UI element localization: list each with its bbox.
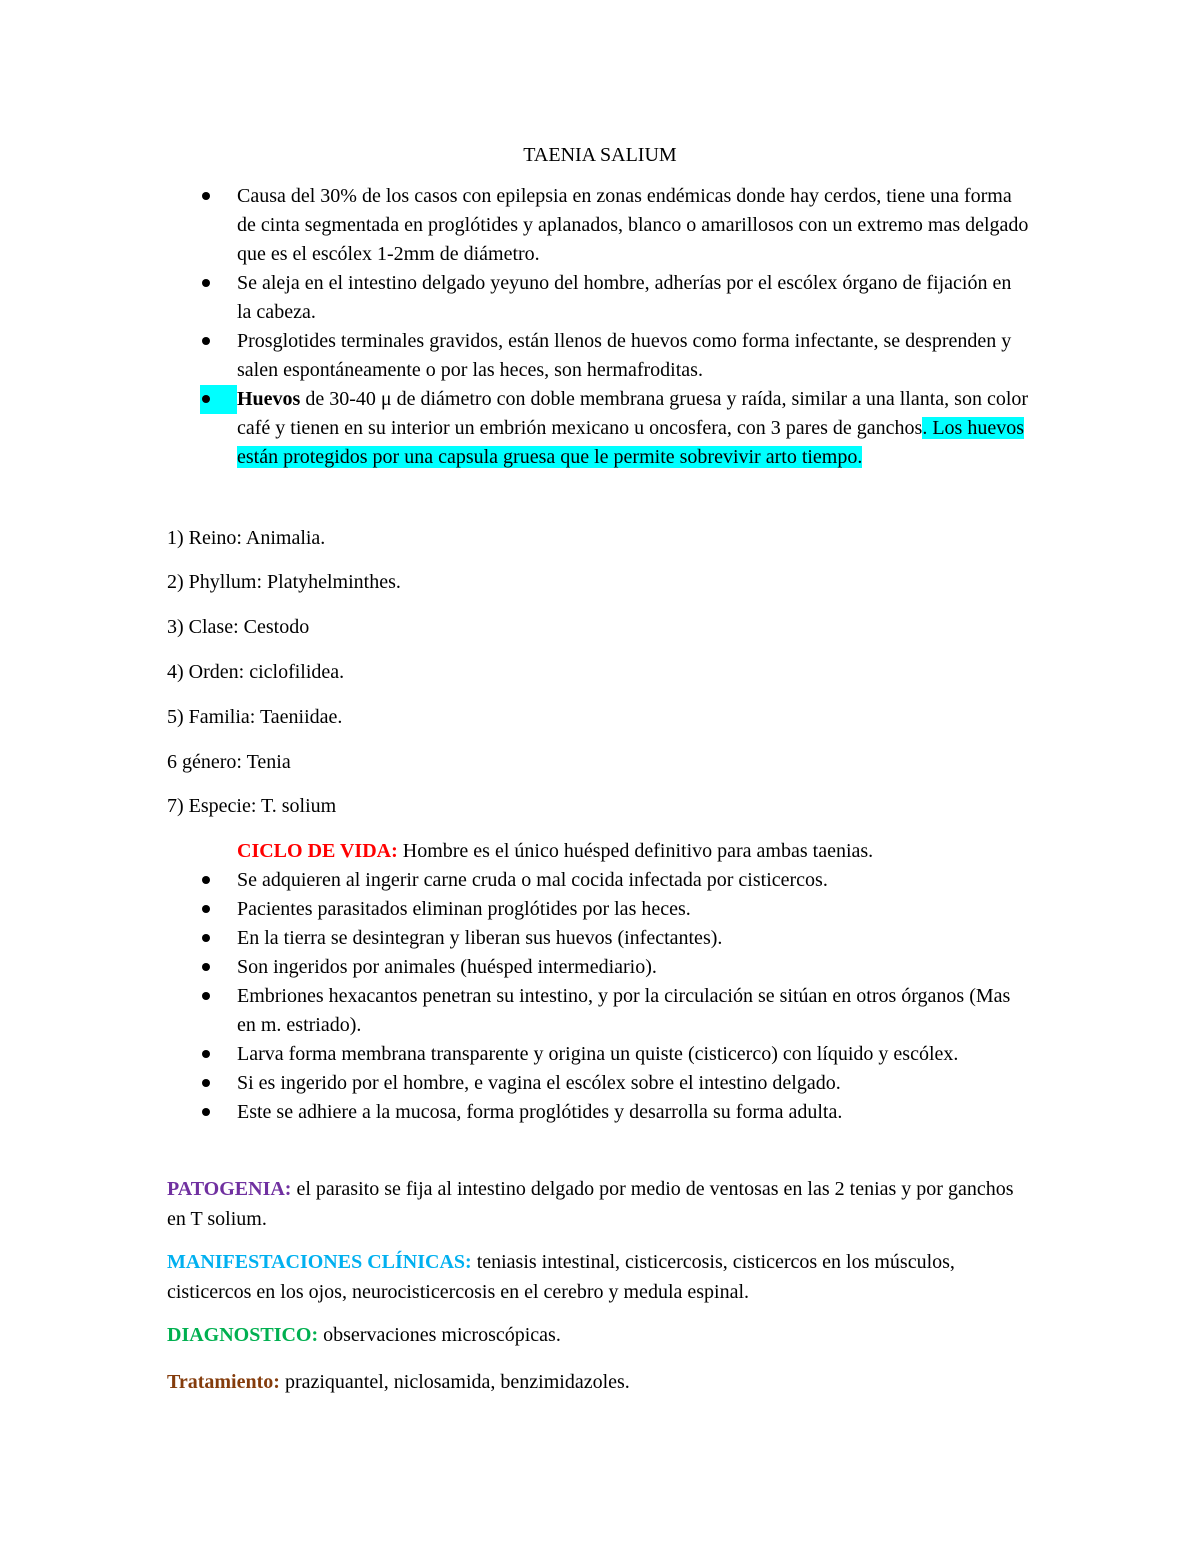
bullet-icon bbox=[200, 982, 237, 1011]
list-item bbox=[200, 1040, 1030, 1069]
patogenia-text: el parasito se fija al intestino delgado por medio de ventosas en las 2 tenias y por ganchos en T solium. bbox=[167, 1178, 1014, 1230]
list-item bbox=[200, 866, 1030, 895]
manifestaciones-text: teniasis intestinal, cisticercosis, cisticercos en los músculos, cisticercos en los ojos, neurocisticercosis en el cerebro y medula espinal. bbox=[167, 1251, 955, 1303]
list-item-text: Si es ingerido por el hombre, e vagina el escólex sobre el intestino delgado. bbox=[237, 1072, 841, 1094]
bullet-icon bbox=[200, 953, 237, 982]
list-item bbox=[200, 924, 1030, 953]
list-item-text: Son ingeridos por animales (huésped intermediario). bbox=[237, 956, 657, 978]
list-item bbox=[200, 1098, 1030, 1127]
taxonomy-phyllum: 2) Phyllum: Platyhelminthes. bbox=[167, 571, 401, 593]
list-item-text: Se aleja en el intestino delgado yeyuno del hombre, adherías por el escólex órgano de fijación en la cabeza. bbox=[237, 272, 1012, 323]
bullet-icon bbox=[200, 1040, 237, 1069]
list-item bbox=[200, 982, 1030, 1040]
list-item-text: de 30-40 μ de diámetro con doble membrana gruesa y raída, similar a una llanta, son color café y tienen en su interior un embrión mexicano u oncosfera, con 3 pares de ganchos bbox=[237, 388, 1029, 439]
bullet-icon bbox=[200, 327, 237, 356]
diagnostico-label: DIAGNOSTICO: bbox=[167, 1324, 319, 1346]
list-item bbox=[200, 269, 1030, 327]
bullet-icon bbox=[200, 182, 237, 211]
life-cycle-heading bbox=[237, 837, 873, 866]
document-title: TAENIA SALIUM bbox=[523, 144, 677, 166]
bullet-icon bbox=[200, 866, 237, 895]
bullet-icon bbox=[200, 895, 237, 924]
tratamiento-text: praziquantel, niclosamida, benzimidazoles. bbox=[279, 1371, 630, 1393]
patogenia-label: PATOGENIA: bbox=[167, 1178, 292, 1200]
patogenia-paragraph bbox=[167, 1174, 1037, 1234]
bullet-icon bbox=[200, 924, 237, 953]
taxonomy-orden: 4) Orden: ciclofilidea. bbox=[167, 661, 345, 683]
taxonomy-especie: 7) Especie: T. solium bbox=[167, 795, 337, 817]
list-item-text: Larva forma membrana transparente y origina un quiste (cisticerco) con líquido y escólex. bbox=[237, 1043, 959, 1065]
list-item-text: Prosglotides terminales gravidos, están llenos de huevos como forma infectante, se desprenden y salen espontáneamente o por las heces, son hermafroditas. bbox=[237, 330, 1012, 381]
list-item-text: En la tierra se desintegran y liberan sus huevos (infectantes). bbox=[237, 927, 723, 949]
taxonomy-familia: 5) Familia: Taeniidae. bbox=[167, 706, 343, 728]
taxonomy-clase: 3) Clase: Cestodo bbox=[167, 616, 310, 638]
bullet-icon bbox=[200, 385, 237, 414]
taxonomy-reino: 1) Reino: Animalia. bbox=[167, 527, 326, 549]
list-item bbox=[200, 895, 1030, 924]
life-cycle-bullet-list bbox=[200, 866, 1030, 1127]
list-item-text: Se adquieren al ingerir carne cruda o mal cocida infectada por cisticercos. bbox=[237, 869, 828, 891]
list-item-bold-term: Huevos bbox=[237, 388, 301, 410]
taxonomy-genero: 6 género: Tenia bbox=[167, 751, 291, 773]
bullet-icon bbox=[200, 1069, 237, 1098]
list-item bbox=[200, 385, 1030, 472]
bullet-icon bbox=[200, 269, 237, 298]
tratamiento-paragraph bbox=[167, 1367, 1037, 1397]
highlighted-text: . Los huevos están protegidos por una capsula gruesa que le permite sobrevivir arto tiempo. bbox=[237, 417, 1024, 468]
manifestaciones-label: MANIFESTACIONES CLÍNICAS: bbox=[167, 1251, 472, 1273]
list-item bbox=[200, 1069, 1030, 1098]
list-item bbox=[200, 327, 1030, 385]
list-item-text: Embriones hexacantos penetran su intestino, y por la circulación se sitúan en otros órganos (Mas en m. estriado). bbox=[237, 985, 1011, 1036]
intro-bullet-list bbox=[200, 182, 1030, 472]
list-item-text: Este se adhiere a la mucosa, forma proglótides y desarrolla su forma adulta. bbox=[237, 1101, 843, 1123]
manifestaciones-paragraph bbox=[167, 1247, 1037, 1307]
diagnostico-paragraph bbox=[167, 1320, 1037, 1350]
bullet-icon bbox=[200, 1098, 237, 1127]
tratamiento-label: Tratamiento: bbox=[167, 1371, 280, 1393]
diagnostico-text: observaciones microscópicas. bbox=[318, 1324, 561, 1346]
life-cycle-label: CICLO DE VIDA: bbox=[237, 840, 398, 862]
list-item bbox=[200, 953, 1030, 982]
list-item bbox=[200, 182, 1030, 269]
list-item-text: Causa del 30% de los casos con epilepsia en zonas endémicas donde hay cerdos, tiene una forma de cinta segmentada en proglótides y aplanados, blanco o amarillosos con un extremo mas delgado que es el escólex 1-2mm de diámetro. bbox=[237, 185, 1029, 265]
list-item-text: Pacientes parasitados eliminan proglótides por las heces. bbox=[237, 898, 691, 920]
life-cycle-text: Hombre es el único huésped definitivo para ambas taenias. bbox=[397, 840, 874, 862]
